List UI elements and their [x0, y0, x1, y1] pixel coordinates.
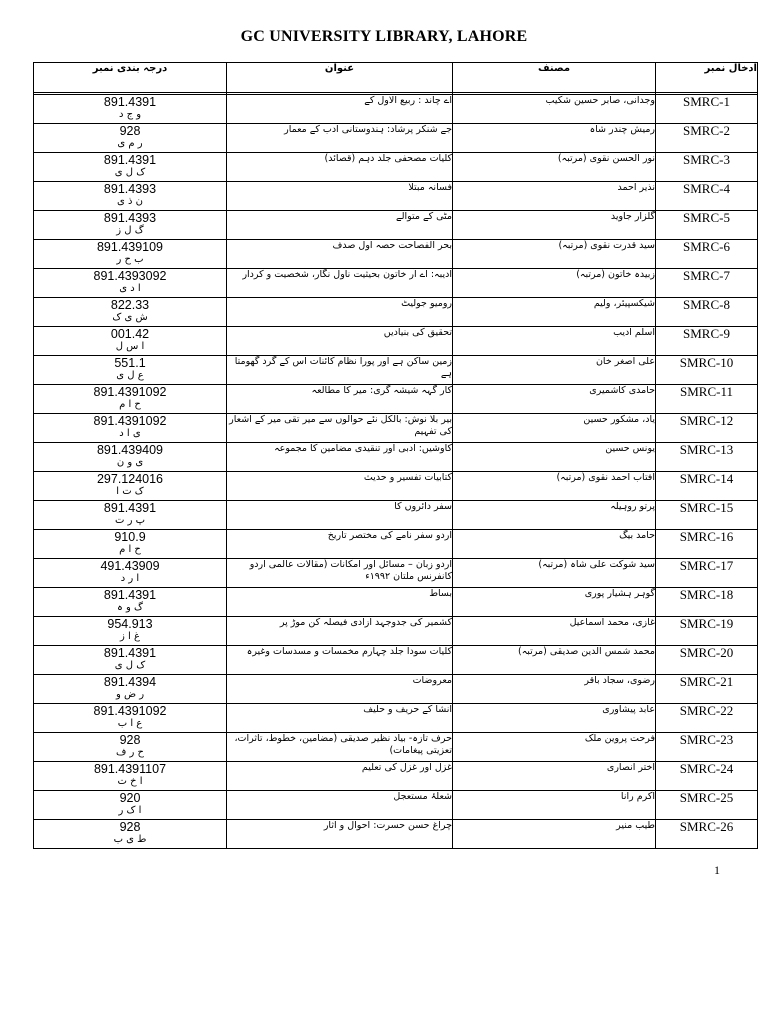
- accession-number-cell: SMRC-11: [656, 385, 758, 414]
- class-number: 891.4391: [103, 588, 157, 602]
- class-number-cell: [34, 211, 227, 240]
- accession-number-cell: SMRC-19: [656, 617, 758, 646]
- class-number: 891.4391092: [93, 414, 167, 428]
- table-row: [34, 588, 758, 617]
- class-number: 491.43909: [100, 559, 160, 573]
- class-number: 928: [119, 820, 141, 834]
- class-urdu-code: ک ت ا: [116, 486, 144, 497]
- class-number-cell: [34, 530, 227, 559]
- table-row: [34, 762, 758, 791]
- author-cell: یونس حسین: [453, 443, 656, 472]
- author-cell: اختر انصاری: [453, 762, 656, 791]
- class-number: 551.1: [114, 356, 146, 370]
- accession-number-cell: SMRC-25: [656, 791, 758, 820]
- accession-number-cell: SMRC-21: [656, 675, 758, 704]
- class-urdu-code: ن ذ ی: [117, 196, 143, 207]
- accession-number-cell: SMRC-15: [656, 501, 758, 530]
- class-number: 891.4393: [103, 211, 157, 225]
- class-number-cell: [34, 617, 227, 646]
- author-cell: عابد پیشاوری: [453, 704, 656, 733]
- accession-number-cell: SMRC-6: [656, 240, 758, 269]
- accession-number-cell: SMRC-26: [656, 820, 758, 849]
- table-row: [34, 414, 758, 443]
- accession-number-cell: SMRC-13: [656, 443, 758, 472]
- class-urdu-code: و ج د: [118, 109, 142, 120]
- table-row: [34, 240, 758, 269]
- title-cell: کشمیر کی جدوجہد آزادی فیصلہ کن موڑ پر: [227, 617, 453, 646]
- class-urdu-code: ع ل ی: [116, 370, 144, 381]
- class-urdu-code: ح ا م: [119, 399, 141, 410]
- class-number: 891.439109: [96, 240, 164, 254]
- author-cell: حامد بیگ: [453, 530, 656, 559]
- class-urdu-code: ب ح ر: [116, 254, 144, 265]
- class-number-cell: [34, 356, 227, 385]
- author-cell: سید قدرت نقوی (مرتبہ): [453, 240, 656, 269]
- author-cell: گلزار جاوید: [453, 211, 656, 240]
- table-row: [34, 617, 758, 646]
- class-number-cell: [34, 443, 227, 472]
- class-number: 910.9: [114, 530, 146, 544]
- class-urdu-code: ا ر د: [120, 573, 140, 584]
- table-row: [34, 820, 758, 849]
- page-number: 1: [714, 863, 720, 877]
- table-row: [34, 501, 758, 530]
- title-cell: کلیات مصحفی جلد دہم (قصائد): [227, 153, 453, 182]
- accession-number-cell: SMRC-5: [656, 211, 758, 240]
- class-number: 891.4391092: [93, 704, 167, 718]
- accession-number-cell: SMRC-16: [656, 530, 758, 559]
- title-cell: معروضات: [227, 675, 453, 704]
- class-urdu-code: ح ا م: [119, 544, 141, 555]
- document-title: GC UNIVERSITY LIBRARY, LAHORE: [240, 28, 528, 45]
- table-row: [34, 327, 758, 356]
- author-cell: رضوی، سجاد باقر: [453, 675, 656, 704]
- class-number: 954.913: [107, 617, 153, 631]
- class-number: 891.4393: [103, 182, 157, 196]
- title-cell: اردو زبان – مسائل اور امکانات (مقالات عالمی اردو کانفرنس ملتان ۱۹۹۲ء: [227, 559, 453, 588]
- class-number: 928: [119, 733, 141, 747]
- table-row: [34, 95, 758, 124]
- class-urdu-code: گ ل ز: [116, 225, 144, 236]
- class-urdu-code: ا ک ر: [118, 805, 142, 816]
- class-number-cell: [34, 588, 227, 617]
- class-urdu-code: پ ر ت: [114, 515, 145, 526]
- class-number: 891.4394: [103, 675, 157, 689]
- accession-number-cell: SMRC-7: [656, 269, 758, 298]
- class-urdu-code: غ ا ز: [120, 631, 140, 642]
- accession-number-cell: SMRC-3: [656, 153, 758, 182]
- class-number-cell: [34, 298, 227, 327]
- class-number-cell: [34, 646, 227, 675]
- title-cell: ادیبہ: اے آر خاتون بحیثیت ناول نگار، شخصیت و کردار: [227, 269, 453, 298]
- table-row: [34, 153, 758, 182]
- accession-number-cell: SMRC-23: [656, 733, 758, 762]
- author-cell: رمیش چندر شاہ: [453, 124, 656, 153]
- author-cell: گوہر ہشیار پوری: [453, 588, 656, 617]
- class-urdu-code: ع ا ب: [117, 718, 143, 729]
- class-number-cell: [34, 385, 227, 414]
- class-number: 920: [119, 791, 141, 805]
- accession-number-cell: SMRC-2: [656, 124, 758, 153]
- title-cell: جے شنکر پرشاد: ہندوستانی ادب کے معمار: [227, 124, 453, 153]
- table-row: [34, 791, 758, 820]
- class-urdu-code: ط ی ب: [113, 834, 147, 845]
- accession-number-cell: SMRC-10: [656, 356, 758, 385]
- title-cell: اے چاند : ربیع الاول کے: [227, 95, 453, 124]
- class-number: 928: [119, 124, 141, 138]
- author-cell: فرحت پروین ملک: [453, 733, 656, 762]
- class-number-cell: [34, 820, 227, 849]
- accession-number-cell: SMRC-17: [656, 559, 758, 588]
- author-cell: پرتو روہیلہ: [453, 501, 656, 530]
- class-urdu-code: ا خ ت: [117, 776, 143, 787]
- author-cell: زبیدہ خاتون (مرتبہ): [453, 269, 656, 298]
- title-cell: تحقیق کی بنیادیں: [227, 327, 453, 356]
- title-cell: بساط: [227, 588, 453, 617]
- table-row: [34, 298, 758, 327]
- class-urdu-code: گ و ہ: [117, 602, 143, 613]
- table-row: [34, 559, 758, 588]
- title-cell: زمین ساکن ہے اور پورا نظام کائنات اس کے گرد گھومتا ہے: [227, 356, 453, 385]
- class-number-cell: [34, 124, 227, 153]
- accession-number-cell: SMRC-14: [656, 472, 758, 501]
- class-number-cell: [34, 762, 227, 791]
- author-cell: علی اصغر خان: [453, 356, 656, 385]
- author-cell: وجدانی، صابر حسین شکیب: [453, 95, 656, 124]
- class-number-cell: [34, 240, 227, 269]
- title-cell: اردو سفر نامے کی مختصر تاریخ: [227, 530, 453, 559]
- class-urdu-code: ی و ن: [116, 457, 144, 468]
- class-number: 891.4391092: [93, 385, 167, 399]
- header-class-number: درجہ بندی نمبر: [34, 63, 227, 93]
- accession-number-cell: SMRC-4: [656, 182, 758, 211]
- class-number: 891.4391107: [93, 762, 167, 776]
- header-author: مصنف: [453, 63, 656, 93]
- class-urdu-code: ک ل ی: [114, 660, 146, 671]
- title-cell: کتابیات تفسیر و حدیث: [227, 472, 453, 501]
- author-cell: اسلم ادیب: [453, 327, 656, 356]
- title-cell: چراغ حسن حسرت: احوال و آثار: [227, 820, 453, 849]
- class-number-cell: [34, 269, 227, 298]
- title-cell: بیر بلا نوش: بالکل نئے حوالوں سے میر تقی میر کے اشعار کی تفہیم: [227, 414, 453, 443]
- author-cell: اکرم رانا: [453, 791, 656, 820]
- author-cell: شیکسپیئر، ولیم: [453, 298, 656, 327]
- class-number-cell: [34, 414, 227, 443]
- catalog-table: [33, 62, 758, 849]
- class-urdu-code: ا د ی: [119, 283, 141, 294]
- author-cell: نذیر احمد: [453, 182, 656, 211]
- title-cell: بحر الفصاحت حصہ اول صدف: [227, 240, 453, 269]
- class-urdu-code: ش ی ک: [112, 312, 148, 323]
- class-urdu-code: ح ر ف: [115, 747, 144, 758]
- class-number-cell: [34, 182, 227, 211]
- title-cell: کار گہہ شیشہ گری: میر کا مطالعہ: [227, 385, 453, 414]
- accession-number-cell: SMRC-9: [656, 327, 758, 356]
- class-number-cell: [34, 704, 227, 733]
- class-number-cell: [34, 675, 227, 704]
- title-cell: حرف تازہ- بیاد نظیر صدیقی (مضامین، خطوط، تاثرات، تعزیتی پیغامات): [227, 733, 453, 762]
- header-accession-number: ادخال نمبر: [656, 63, 758, 93]
- class-number-cell: [34, 501, 227, 530]
- class-urdu-code: ر م ی: [117, 138, 143, 149]
- class-number: 891.4391: [103, 95, 157, 109]
- accession-number-cell: SMRC-20: [656, 646, 758, 675]
- class-number: 001.42: [110, 327, 150, 341]
- author-cell: حامدی کاشمیری: [453, 385, 656, 414]
- author-cell: نور الحسن نقوی (مرتبہ): [453, 153, 656, 182]
- header-title: عنوان: [227, 63, 453, 93]
- table-row: [34, 385, 758, 414]
- class-number-cell: [34, 733, 227, 762]
- class-urdu-code: ا س ل: [115, 341, 145, 352]
- accession-number-cell: SMRC-8: [656, 298, 758, 327]
- class-number: 891.4391: [103, 153, 157, 167]
- class-number-cell: [34, 559, 227, 588]
- class-number: 891.4391: [103, 646, 157, 660]
- table-row: [34, 443, 758, 472]
- class-urdu-code: ی ا د: [119, 428, 141, 439]
- accession-number-cell: SMRC-12: [656, 414, 758, 443]
- title-cell: رومیو جولیٹ: [227, 298, 453, 327]
- table-row: [34, 356, 758, 385]
- accession-number-cell: SMRC-22: [656, 704, 758, 733]
- accession-number-cell: SMRC-24: [656, 762, 758, 791]
- class-number-cell: [34, 95, 227, 124]
- title-cell: کاوشیں: ادبی اور تنقیدی مضامین کا مجموعہ: [227, 443, 453, 472]
- class-number: 891.439409: [96, 443, 164, 457]
- table-row: [34, 530, 758, 559]
- title-cell: فسانہ مبتلا: [227, 182, 453, 211]
- header-row: [34, 63, 758, 93]
- table-row: [34, 704, 758, 733]
- class-number: 891.4391: [103, 501, 157, 515]
- table-row: [34, 646, 758, 675]
- table-row: [34, 269, 758, 298]
- table-row: [34, 182, 758, 211]
- title-cell: غزل اور غزل کی تعلیم: [227, 762, 453, 791]
- class-number: 822.33: [110, 298, 150, 312]
- class-number: 297.124016: [96, 472, 164, 486]
- author-cell: آفتاب احمد نقوی (مرتبہ): [453, 472, 656, 501]
- author-cell: محمد شمس الدین صدیقی (مرتبہ): [453, 646, 656, 675]
- author-cell: سید شوکت علی شاہ (مرتبہ): [453, 559, 656, 588]
- class-number: 891.4393092: [93, 269, 167, 283]
- class-number-cell: [34, 472, 227, 501]
- class-number-cell: [34, 791, 227, 820]
- title-cell: مٹی کے متوالے: [227, 211, 453, 240]
- author-cell: طیب منیر: [453, 820, 656, 849]
- table-row: [34, 472, 758, 501]
- class-urdu-code: ک ل ی: [114, 167, 146, 178]
- class-urdu-code: ر ض و: [115, 689, 145, 700]
- title-cell: انشا کے حریف و حلیف: [227, 704, 453, 733]
- table-row: [34, 733, 758, 762]
- title-cell: شعلۂ مستعجل: [227, 791, 453, 820]
- table-row: [34, 124, 758, 153]
- author-cell: غازی، محمد اسماعیل: [453, 617, 656, 646]
- accession-number-cell: SMRC-1: [656, 95, 758, 124]
- title-cell: سفر دائروں کا: [227, 501, 453, 530]
- class-number-cell: [34, 327, 227, 356]
- class-number-cell: [34, 153, 227, 182]
- table-row: [34, 675, 758, 704]
- title-cell: کلیات سودا جلد چہارم مخمسات و مسدسات وغیرہ: [227, 646, 453, 675]
- author-cell: یاد، مشکور حسین: [453, 414, 656, 443]
- accession-number-cell: SMRC-18: [656, 588, 758, 617]
- table-row: [34, 211, 758, 240]
